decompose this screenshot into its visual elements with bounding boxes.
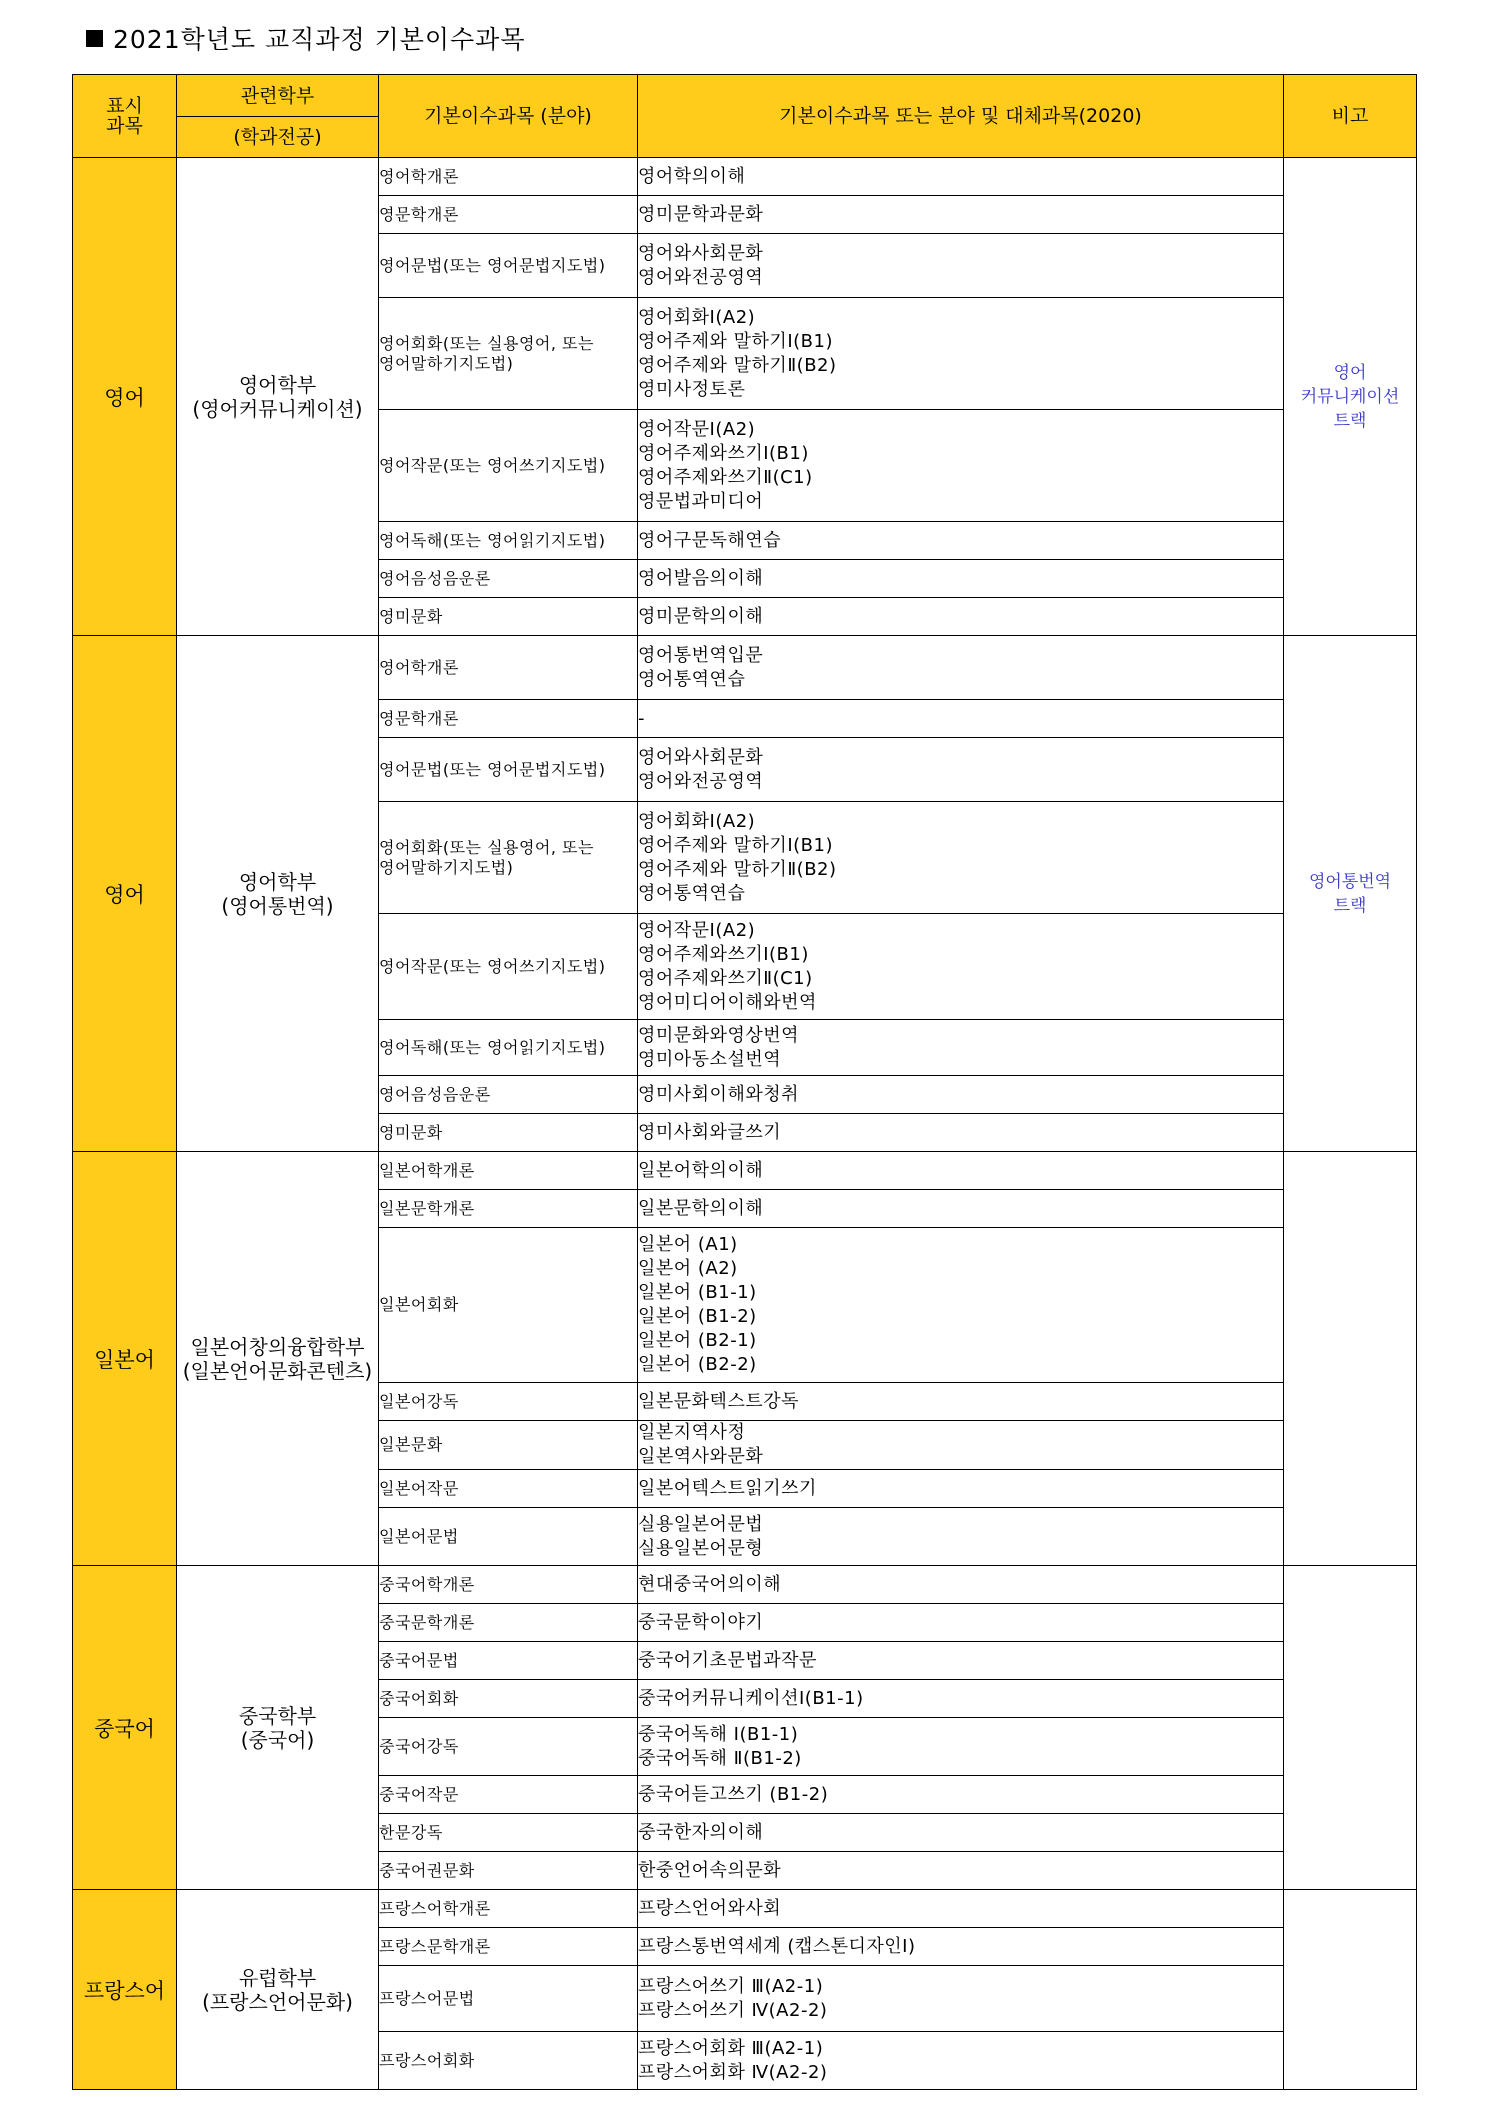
course-line: 일본어강독 <box>379 1391 459 1411</box>
course-line: 영어독해(또는 영어읽기지도법) <box>379 530 606 550</box>
alternative-course-line: 일본어 (B1-1) <box>638 1282 757 1303</box>
department-cell <box>177 1152 379 1566</box>
alternative-course-line: 영어회화Ⅰ(A2) <box>638 306 756 328</box>
course-line: 일본어학개론 <box>379 1160 475 1180</box>
note-line: 트랙 <box>1333 895 1367 916</box>
note-cell <box>1284 1152 1417 1566</box>
alternative-course-line: 영어통번역입문 <box>638 644 764 666</box>
alternative-course-line: 일본어 (A1) <box>638 1234 738 1255</box>
course-cell <box>379 234 638 298</box>
alternative-course-cell <box>638 1228 1284 1383</box>
alternative-course-cell <box>638 234 1284 298</box>
alternative-course-line: 중국어듣고쓰기 (B1-2) <box>638 1783 829 1805</box>
alternative-course-cell <box>638 1114 1284 1152</box>
course-cell <box>379 1852 638 1890</box>
curriculum-table <box>72 74 1417 2090</box>
alternative-course-line: 영미사정토론 <box>638 378 746 400</box>
course-line: 프랑스어문법 <box>379 1988 475 2008</box>
alternative-course-line: 일본어 (A2) <box>638 1258 738 1279</box>
note-cell <box>1284 636 1417 1152</box>
alternative-course-line: 영어통역연습 <box>638 668 746 690</box>
table-body <box>73 158 1417 2090</box>
alternative-course-line: 중국어독해 Ⅱ(B1-2) <box>638 1747 802 1769</box>
alternative-course-cell <box>638 1020 1284 1076</box>
alternative-course-line: 영어통역연습 <box>638 882 746 904</box>
course-line: 영어회화(또는 실용영어, 또는 <box>379 333 594 353</box>
alternative-course-line: - <box>638 707 645 729</box>
table-row <box>73 1152 1417 1190</box>
alternative-course-line: 영어회화Ⅰ(A2) <box>638 810 756 832</box>
alternative-course-line: 중국어독해 Ⅰ(B1-1) <box>638 1723 799 1745</box>
course-cell <box>379 1814 638 1852</box>
alternative-course-cell <box>638 560 1284 598</box>
alternative-course-line: 프랑스어쓰기 Ⅳ(A2-2) <box>638 1999 828 2021</box>
alternative-course-line: 일본어 (B2-1) <box>638 1330 757 1351</box>
course-line: 영문학개론 <box>379 708 459 728</box>
course-line: 영어문법(또는 영어문법지도법) <box>379 255 606 275</box>
alternative-course-line: 영어와사회문화 <box>638 746 764 768</box>
alternative-course-line: 영어주제와 말하기Ⅰ(B1) <box>638 330 833 352</box>
alternative-course-line: 영미사회이해와청취 <box>638 1083 799 1105</box>
course-line: 프랑스어회화 <box>379 2050 475 2070</box>
alternative-course-line: 실용일본어문형 <box>638 1537 764 1559</box>
alternative-course-line: 한중언어속의문화 <box>638 1859 782 1881</box>
note-line: 트랙 <box>1333 410 1367 431</box>
alternative-course-line: 일본문학의이해 <box>638 1197 764 1219</box>
alternative-course-line: 영어주제와 말하기Ⅱ(B2) <box>638 858 837 880</box>
course-cell <box>379 1508 638 1566</box>
note-cell <box>1284 1566 1417 1890</box>
alternative-course-cell <box>638 1190 1284 1228</box>
course-line: 영미문화 <box>379 606 443 626</box>
course-line: 중국어작문 <box>379 1784 459 1804</box>
alternative-course-cell <box>638 1814 1284 1852</box>
department-line: 영어학부 <box>238 372 317 397</box>
department-cell <box>177 1566 379 1890</box>
alternative-course-cell <box>638 700 1284 738</box>
alternative-course-cell <box>638 1890 1284 1928</box>
course-cell <box>379 1566 638 1604</box>
alternative-course-cell <box>638 158 1284 196</box>
alternative-course-line: 영미문화와영상번역 <box>638 1024 799 1046</box>
alternative-course-cell <box>638 1604 1284 1642</box>
course-cell <box>379 1228 638 1383</box>
header-note: 비고 <box>1284 75 1417 158</box>
alternative-course-line: 일본어 (B2-2) <box>638 1354 757 1375</box>
alternative-course-line: 영미문학과문화 <box>638 203 764 225</box>
course-line: 프랑스어학개론 <box>379 1898 491 1918</box>
course-cell <box>379 1928 638 1966</box>
course-cell <box>379 1680 638 1718</box>
course-cell <box>379 1776 638 1814</box>
department-line: 중국학부 <box>238 1703 317 1728</box>
department-line: (중국어) <box>240 1727 315 1752</box>
course-line: 한문강독 <box>379 1822 443 1842</box>
course-line: 일본어작문 <box>379 1478 459 1498</box>
document-title <box>86 20 525 56</box>
alternative-course-cell <box>638 1718 1284 1776</box>
alternative-course-cell <box>638 1421 1284 1470</box>
course-line: 중국어학개론 <box>379 1574 475 1594</box>
alternative-course-line: 일본문화텍스트강독 <box>638 1390 799 1412</box>
alternative-course-line: 프랑스통번역세계 (캡스톤디자인Ⅰ) <box>638 1935 916 1957</box>
alternative-course-line: 실용일본어문법 <box>638 1513 764 1535</box>
course-line: 영어독해(또는 영어읽기지도법) <box>379 1037 606 1057</box>
alternative-course-line: 일본역사와문화 <box>638 1446 764 1467</box>
header-course: 기본이수과목 (분야) <box>379 75 638 158</box>
alternative-course-cell <box>638 802 1284 914</box>
alternative-course-line: 영미문학의이해 <box>638 605 764 627</box>
subject-cell: 영어 <box>73 158 177 636</box>
subject-cell: 중국어 <box>73 1566 177 1890</box>
course-line: 중국어회화 <box>379 1688 459 1708</box>
course-cell <box>379 1383 638 1421</box>
table-row <box>73 636 1417 700</box>
alternative-course-cell <box>638 598 1284 636</box>
table-row <box>73 158 1417 196</box>
course-line: 일본문학개론 <box>379 1198 475 1218</box>
note-line: 커뮤니케이션 <box>1300 386 1400 407</box>
course-cell <box>379 738 638 802</box>
alternative-course-cell <box>638 1566 1284 1604</box>
alternative-course-line: 프랑스어쓰기 Ⅲ(A2-1) <box>638 1975 824 1997</box>
alternative-course-line: 현대중국어의이해 <box>638 1573 782 1595</box>
alternative-course-line: 영문법과미디어 <box>638 490 764 512</box>
course-cell <box>379 560 638 598</box>
course-line: 일본어문법 <box>379 1526 459 1546</box>
alternative-course-line: 영어주제와쓰기Ⅱ(C1) <box>638 466 813 488</box>
header-alt: 기본이수과목 또는 분야 및 대체과목(2020) <box>638 75 1284 158</box>
alternative-course-line: 영어와사회문화 <box>638 242 764 264</box>
course-line: 영어회화(또는 실용영어, 또는 <box>379 837 594 857</box>
alternative-course-line: 영어구문독해연습 <box>638 529 782 551</box>
alternative-course-cell <box>638 196 1284 234</box>
course-line: 중국어강독 <box>379 1736 459 1756</box>
alternative-course-line: 영어와전공영역 <box>638 770 764 792</box>
course-line: 영어말하기지도법) <box>379 857 514 877</box>
course-cell <box>379 1966 638 2032</box>
alternative-course-line: 중국문학이야기 <box>638 1611 764 1633</box>
alternative-course-line: 프랑스어회화 Ⅲ(A2-1) <box>638 2037 824 2059</box>
department-line: 일본어창의융합학부 <box>190 1334 365 1359</box>
course-cell <box>379 1020 638 1076</box>
course-cell <box>379 522 638 560</box>
note-cell <box>1284 1890 1417 2090</box>
note-line: 영어 <box>1333 362 1367 383</box>
department-cell <box>177 636 379 1152</box>
course-cell <box>379 802 638 914</box>
square-bullet-icon <box>86 30 103 47</box>
course-line: 영어음성음운론 <box>379 568 491 588</box>
alternative-course-cell <box>638 1642 1284 1680</box>
course-line: 영미문화 <box>379 1122 443 1142</box>
course-line: 영문학개론 <box>379 204 459 224</box>
course-line: 영어학개론 <box>379 166 459 186</box>
alternative-course-line: 중국어커뮤니케이션Ⅰ(B1-1) <box>638 1687 864 1709</box>
alternative-course-line: 영어주제와쓰기Ⅰ(B1) <box>638 943 809 965</box>
subject-cell: 영어 <box>73 636 177 1152</box>
alternative-course-line: 영어작문Ⅰ(A2) <box>638 919 756 941</box>
course-cell <box>379 1890 638 1928</box>
course-line: 영어말하기지도법) <box>379 353 514 373</box>
header-subject-text: 표시 과목 <box>106 95 143 137</box>
alternative-course-cell <box>638 298 1284 410</box>
alternative-course-cell <box>638 738 1284 802</box>
course-cell <box>379 1470 638 1508</box>
course-line: 영어작문(또는 영어쓰기지도법) <box>379 455 606 475</box>
alternative-course-cell <box>638 1928 1284 1966</box>
department-line: (일본언어문화콘텐츠) <box>182 1358 373 1383</box>
course-cell <box>379 914 638 1020</box>
alternative-course-line: 중국한자의이해 <box>638 1821 764 1843</box>
alternative-course-line: 영미사회와글쓰기 <box>638 1121 782 1143</box>
alternative-course-line: 일본어학의이해 <box>638 1159 764 1181</box>
course-cell <box>379 1421 638 1470</box>
alternative-course-line: 영어주제와쓰기Ⅱ(C1) <box>638 967 813 989</box>
course-cell <box>379 298 638 410</box>
course-line: 일본문화 <box>379 1435 443 1454</box>
alternative-course-line: 영어와전공영역 <box>638 266 764 288</box>
alternative-course-cell <box>638 1152 1284 1190</box>
table-row <box>73 1566 1417 1604</box>
note-line: 영어통번역 <box>1308 871 1392 892</box>
alternative-course-cell <box>638 1852 1284 1890</box>
department-cell <box>177 1890 379 2090</box>
alternative-course-line: 일본어 (B1-2) <box>638 1306 757 1327</box>
course-cell <box>379 1718 638 1776</box>
alternative-course-line: 영어학의이해 <box>638 165 746 187</box>
course-cell <box>379 410 638 522</box>
alternative-course-cell <box>638 1966 1284 2032</box>
alternative-course-cell <box>638 1383 1284 1421</box>
subject-cell: 프랑스어 <box>73 1890 177 2090</box>
course-line: 영어문법(또는 영어문법지도법) <box>379 759 606 779</box>
course-line: 중국문학개론 <box>379 1612 475 1632</box>
alternative-course-cell <box>638 1076 1284 1114</box>
header-subject <box>73 75 177 158</box>
department-line: (영어통번역) <box>221 893 334 918</box>
alternative-course-line: 영어미디어이해와번역 <box>638 991 817 1013</box>
header-dept-bottom: (학과전공) <box>177 117 379 158</box>
alternative-course-cell <box>638 2032 1284 2090</box>
alternative-course-line: 프랑스어회화 Ⅳ(A2-2) <box>638 2061 828 2083</box>
alternative-course-line: 프랑스언어와사회 <box>638 1897 782 1919</box>
course-line: 프랑스문학개론 <box>379 1936 491 1956</box>
course-cell <box>379 598 638 636</box>
department-line: (영어커뮤니케이션) <box>192 396 363 421</box>
course-line: 영어음성음운론 <box>379 1084 491 1104</box>
course-cell <box>379 1114 638 1152</box>
course-line: 일본어회화 <box>379 1295 459 1314</box>
alternative-course-cell <box>638 410 1284 522</box>
alternative-course-cell <box>638 1680 1284 1718</box>
alternative-course-line: 일본지역사정 <box>638 1422 746 1443</box>
course-cell <box>379 1604 638 1642</box>
course-line: 영어학개론 <box>379 657 459 677</box>
alternative-course-line: 영어작문Ⅰ(A2) <box>638 418 756 440</box>
header-dept-top: 관련학부 <box>177 75 379 117</box>
course-cell <box>379 1152 638 1190</box>
course-cell <box>379 1190 638 1228</box>
department-line: 유럽학부 <box>238 1965 317 1990</box>
alternative-course-cell <box>638 914 1284 1020</box>
course-cell <box>379 1642 638 1680</box>
course-cell <box>379 2032 638 2090</box>
document-title-text: 2021학년도 교직과정 기본이수과목 <box>113 25 526 54</box>
course-cell <box>379 1076 638 1114</box>
alternative-course-line: 일본어텍스트읽기쓰기 <box>638 1477 817 1499</box>
department-line: (프랑스언어문화) <box>202 1989 353 2014</box>
alternative-course-line: 영어주제와 말하기Ⅱ(B2) <box>638 354 837 376</box>
department-line: 영어학부 <box>238 869 317 894</box>
course-cell <box>379 700 638 738</box>
course-line: 중국어문법 <box>379 1650 459 1670</box>
alternative-course-cell <box>638 1508 1284 1566</box>
course-cell <box>379 196 638 234</box>
alternative-course-cell <box>638 1776 1284 1814</box>
course-line: 영어작문(또는 영어쓰기지도법) <box>379 956 606 976</box>
alternative-course-line: 영어주제와쓰기Ⅰ(B1) <box>638 442 809 464</box>
course-line: 중국어권문화 <box>379 1860 475 1880</box>
alternative-course-cell <box>638 522 1284 560</box>
alternative-course-line: 영어발음의이해 <box>638 567 764 589</box>
department-cell <box>177 158 379 636</box>
course-cell <box>379 158 638 196</box>
alternative-course-line: 영미아동소설번역 <box>638 1048 782 1070</box>
alternative-course-cell <box>638 636 1284 700</box>
alternative-course-line: 중국어기초문법과작문 <box>638 1649 817 1671</box>
subject-cell: 일본어 <box>73 1152 177 1566</box>
note-cell <box>1284 158 1417 636</box>
alternative-course-line: 영어주제와 말하기Ⅰ(B1) <box>638 834 833 856</box>
course-cell <box>379 636 638 700</box>
alternative-course-cell <box>638 1470 1284 1508</box>
table-row <box>73 1890 1417 1928</box>
